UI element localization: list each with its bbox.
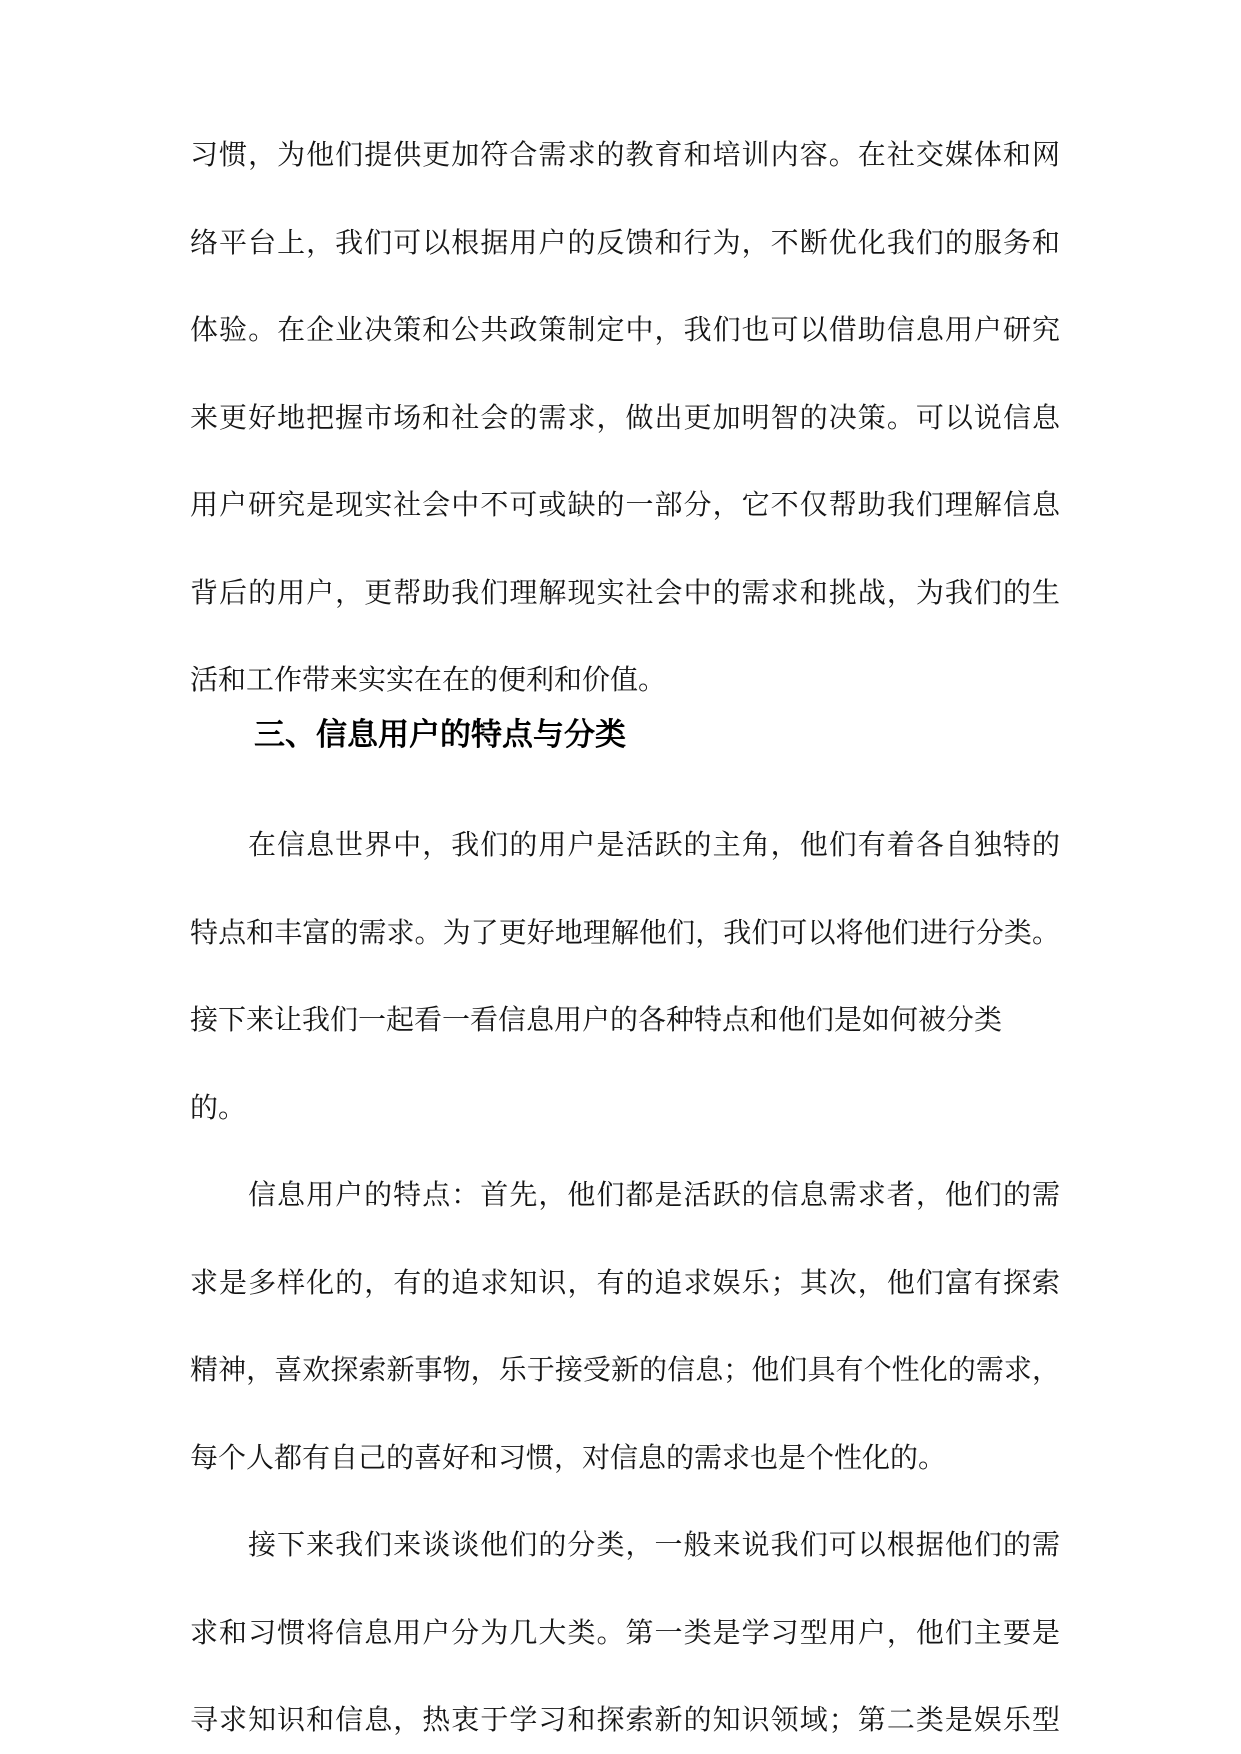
paragraph-line: 接下来我们来谈谈他们的分类，一般来说我们可以根据他们的需 xyxy=(248,1528,1060,1561)
paragraph-line: 信息用户的特点：首先，他们都是活跃的信息需求者，他们的需 xyxy=(248,1178,1060,1211)
paragraph-line: 用户研究是现实社会中不可或缺的一部分，它不仅帮助我们理解信息 xyxy=(190,488,1060,521)
paragraph-line: 每个人都有自己的喜好和习惯，对信息的需求也是个性化的。 xyxy=(190,1441,947,1474)
paragraph-line: 活和工作带来实实在在的便利和价值。 xyxy=(190,663,667,696)
paragraph-line: 精神，喜欢探索新事物，乐于接受新的信息；他们具有个性化的需求， xyxy=(190,1353,1060,1386)
paragraph-line: 寻求知识和信息，热衷于学习和探索新的知识领域；第二类是娱乐型 xyxy=(190,1703,1060,1736)
paragraph-line: 体验。在企业决策和公共政策制定中，我们也可以借助信息用户研究 xyxy=(190,313,1060,346)
paragraph-line: 求是多样化的，有的追求知识，有的追求娱乐；其次，他们富有探索 xyxy=(190,1266,1060,1299)
paragraph-line: 接下来让我们一起看一看信息用户的各种特点和他们是如何被分类 xyxy=(190,1003,1003,1036)
paragraph-line: 习惯，为他们提供更加符合需求的教育和培训内容。在社交媒体和网 xyxy=(190,138,1060,171)
paragraph-line: 求和习惯将信息用户分为几大类。第一类是学习型用户，他们主要是 xyxy=(190,1616,1060,1649)
paragraph-line: 络平台上，我们可以根据用户的反馈和行为，不断优化我们的服务和 xyxy=(190,226,1060,259)
paragraph-line: 在信息世界中，我们的用户是活跃的主角，他们有着各自独特的 xyxy=(248,828,1060,861)
paragraph-line: 特点和丰富的需求。为了更好地理解他们，我们可以将他们进行分类。 xyxy=(190,916,1060,949)
paragraph-line: 背后的用户，更帮助我们理解现实社会中的需求和挑战，为我们的生 xyxy=(190,576,1060,609)
paragraph-line: 来更好地把握市场和社会的需求，做出更加明智的决策。可以说信息 xyxy=(190,401,1060,434)
paragraph-line: 的。 xyxy=(190,1091,247,1124)
section-heading: 三、信息用户的特点与分类 xyxy=(254,717,626,753)
